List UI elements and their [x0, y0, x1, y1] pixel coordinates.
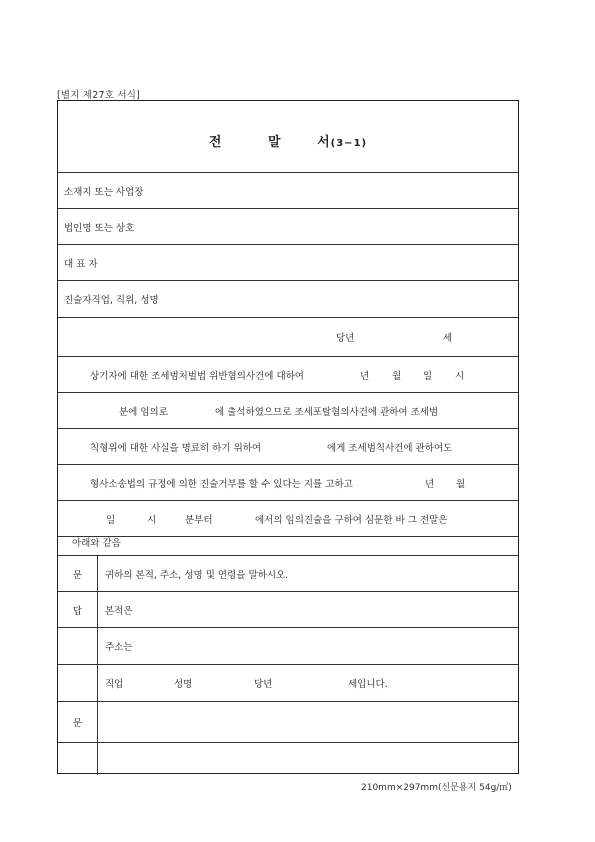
answer-3-age: 당년 [254, 679, 273, 690]
age-row [58, 318, 518, 357]
question-1-text: 귀하의 본적, 주소, 성명 및 연령을 말하시오. [105, 569, 289, 581]
form-number-label: [별지 제27호 서식] [57, 90, 141, 101]
answer-3-job: 직업 [105, 679, 124, 690]
age-se: 세 [443, 333, 453, 344]
deponent-label: 진술자직업, 직위, 성명 [64, 295, 159, 306]
qa-answer-2-row [58, 628, 518, 665]
body-line-2-part2: 에 출석하였으므로 조세포탈혐의사건에 관하여 조세범 [215, 406, 439, 418]
body-line-2-part1: 분에 임의로 [119, 406, 168, 418]
answer-3-name: 성명 [174, 679, 193, 690]
qa-question-1-row [58, 556, 518, 592]
statement-form [57, 100, 519, 774]
body-line-1 [58, 357, 518, 393]
body-line-5-part2: 에서의 임의진술을 구하여 심문한 바 그 전말은 [255, 514, 448, 526]
location-label: 소재지 또는 사업장 [64, 186, 144, 198]
body-line-1-text: 상기자에 대한 조세범처벌법 위반혐의사건에 대하여 [90, 370, 304, 382]
title-char-3: 서 [317, 135, 331, 150]
body-line-4 [58, 465, 518, 501]
body-line-5-hour: 시 [147, 514, 157, 526]
body-line-1-day: 일 [423, 370, 433, 382]
body-line-4-month: 월 [456, 478, 466, 490]
qa-blank-row [58, 743, 518, 775]
body-line-1-hour: 시 [455, 370, 465, 382]
location-row [58, 173, 518, 209]
title-page-count: (3−1) [330, 138, 368, 149]
qa-question-2-row [58, 702, 518, 743]
company-row [58, 209, 518, 245]
body-line-5-minute: 분부터 [185, 514, 213, 526]
body-line-3 [58, 429, 518, 465]
answer-1-text: 본적은 [105, 605, 133, 617]
qa-answer-1-row [58, 592, 518, 628]
company-label: 법인명 또는 상호 [64, 222, 135, 234]
body-line-6-row [58, 521, 518, 556]
body-line-5-day: 일 [106, 514, 116, 526]
body-line-3-part1: 칙형위에 대한 사실을 명료히 하기 위하여 [90, 442, 262, 454]
body-line-1-year: 년 [360, 370, 370, 382]
question-2-label: 문 [72, 718, 83, 729]
deponent-row [58, 281, 518, 318]
answer-3-end: 세입니다. [348, 679, 388, 690]
qa-answer-3-row [58, 665, 518, 702]
body-line-1-month: 월 [392, 370, 402, 382]
body-line-6-text: 아래와 같음 [72, 538, 121, 549]
representative-row [58, 245, 518, 281]
body-line-2 [58, 393, 518, 429]
form-title [58, 131, 518, 150]
title-char-2: 말 [268, 135, 282, 150]
body-line-4-part1: 형사소송법의 규정에 의한 진술거부를 할 수 있다는 지를 고하고 [90, 478, 353, 490]
body-line-3-part2: 에게 조세범칙사건에 관하여도 [327, 442, 453, 454]
answer-label: 답 [72, 605, 83, 617]
representative-label: 대 표 자 [64, 258, 98, 270]
answer-2-text: 주소는 [105, 642, 133, 653]
title-char-1: 전 [208, 135, 223, 150]
paper-spec-footer: 210mm×297mm(신문용지 54g/㎡) [361, 783, 512, 793]
question-label: 문 [72, 569, 83, 581]
body-line-4-year: 년 [425, 478, 435, 490]
age-dangnyeon: 당년 [336, 333, 355, 344]
title-row [58, 101, 518, 173]
